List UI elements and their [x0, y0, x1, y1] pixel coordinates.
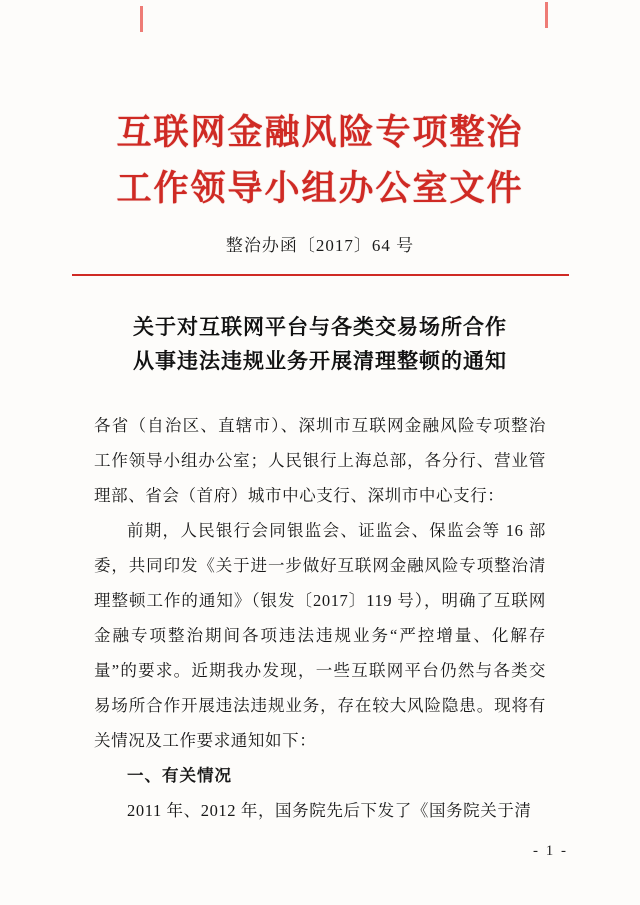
page-title: [85, 310, 555, 378]
section-heading: 一、有关情况: [127, 766, 232, 785]
page-number: - 1 -: [533, 843, 568, 859]
paragraph-background: 前期，人民银行会同银监会、证监会、保监会等 16 部委，共同印发《关于进一步做好互联网金融风险专项整治清理整顿工作的通知》（银发〔2017〕119 号），明确了互联网金融专项整治期间各项违法违规业务“严控增量、化解存量”的要求。近期我办发现，一些互联网平台仍然与各类交易场所合作开展违法违规业务，存在较大风险隐患。现将有关情况及工作要求通知如下：: [94, 521, 546, 750]
red-divider: [72, 274, 569, 276]
masthead: [0, 105, 640, 217]
document-content: [94, 408, 546, 828]
masthead-line-2: 工作领导小组办公室文件: [116, 169, 524, 208]
paragraph-recipients: 各省（自治区、直辖市）、深圳市互联网金融风险专项整治工作领导小组办公室；人民银行上海总部，各分行、营业管理部、省会（首府）城市中心支行、深圳市中心支行：: [94, 416, 546, 505]
paragraph-section-body: 2011 年、2012 年，国务院先后下发了《国务院关于清: [127, 801, 532, 820]
title-line-1: 关于对互联网平台与各类交易场所合作: [133, 315, 507, 339]
masthead-line-1: 互联网金融风险专项整治: [116, 113, 524, 152]
document-number: 整治办函〔2017〕64 号: [225, 236, 415, 255]
title-line-2: 从事违法违规业务开展清理整顿的通知: [133, 349, 507, 373]
